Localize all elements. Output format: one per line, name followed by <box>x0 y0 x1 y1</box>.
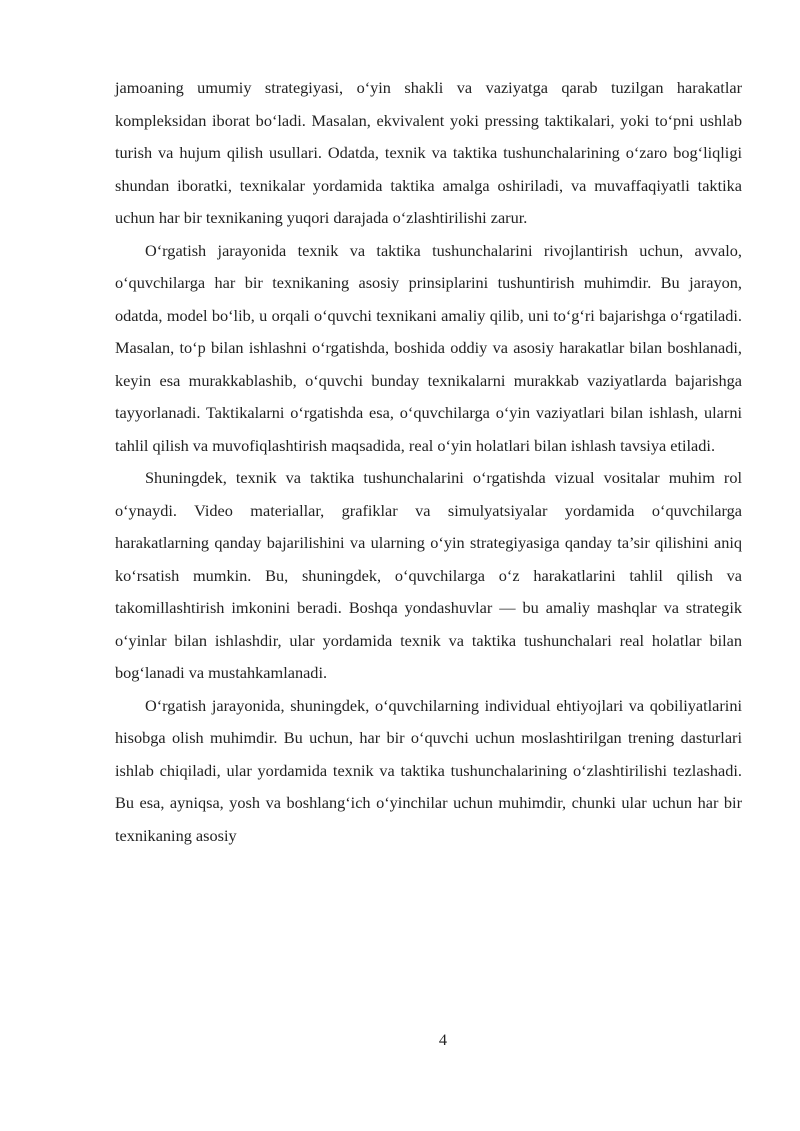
page-number: 4 <box>438 1030 448 1049</box>
paragraph-continued: jamoaning umumiy strategiyasi, o‘yin shakli va vaziyatga qarab tuzilgan harakatlar kompleksidan iborat bo‘ladi. Masalan, ekvivalent yoki pressing taktikalari, yoki to‘pni ushlab turish va hujum qilish usullari. Odatda, texnik va taktika tushunchalarining o‘zaro bog‘liqligi shundan iboratki, texnikalar yordamida taktika amalga oshiriladi, va muvaffaqiyatli taktika uchun har bir texnikaning yuqori darajada o‘zlashtirilishi zarur. <box>115 78 742 227</box>
body-text <box>115 72 742 852</box>
paragraph: O‘rgatish jarayonida texnik va taktika tushunchalarini rivojlantirish uchun, avvalo, o‘quvchilarga har bir texnikaning asosiy prinsiplarini tushuntirish muhimdir. Bu jarayon, odatda, model bo‘lib, u orqali o‘quvchi texnikani amaliy qilib, uni to‘g‘ri bajarishga o‘rgatiladi. Masalan, to‘p bilan ishlashni o‘rgatishda, boshida oddiy va asosiy harakatlar bilan boshlanadi, keyin esa murakkablashib, o‘quvchi bunday texnikalarni murakkab vaziyatlarda bajarishga tayyorlanadi. Taktikalarni o‘rgatishda esa, o‘quvchilarga o‘yin vaziyatlari bilan ishlash, ularni tahlil qilish va muvofiqlashtirish maqsadida, real o‘yin holatlari bilan ishlash tavsiya etiladi. <box>115 240 742 455</box>
paragraph: Shuningdek, texnik va taktika tushunchalarini o‘rgatishda vizual vositalar muhim rol o‘ynaydi. Video materiallar, grafiklar va simulyatsiyalar yordamida o‘quvchilarga harakatlarning qanday bajarilishini va ularning o‘yin strategiyasiga qanday ta’sir qilishini aniq ko‘rsatish mumkin. Bu, shuningdek, o‘quvchilarga o‘z harakatlarini tahlil qilish va takomillashtirish imkonini beradi. Boshqa yondashuvlar — bu amaliy mashqlar va strategik o‘yinlar bilan ishlashdir, ular yordamida texnik va taktika tushunchalari real holatlar bilan bog‘lanadi va mustahkamlanadi. <box>115 468 742 682</box>
paragraph: O‘rgatish jarayonida, shuningdek, o‘quvchilarning individual ehtiyojlari va qobiliyatlarini hisobga olish muhimdir. Bu uchun, har bir o‘quvchi uchun moslashtirilgan trening dasturlari ishlab chiqiladi, ular yordamida texnik va taktika tushunchalarining o‘zlashtirilishi tezlashadi. Bu esa, ayniqsa, yosh va boshlang‘ich o‘yinchilar uchun muhimdir, chunki ular uchun har bir texnikaning asosiy <box>115 695 742 845</box>
